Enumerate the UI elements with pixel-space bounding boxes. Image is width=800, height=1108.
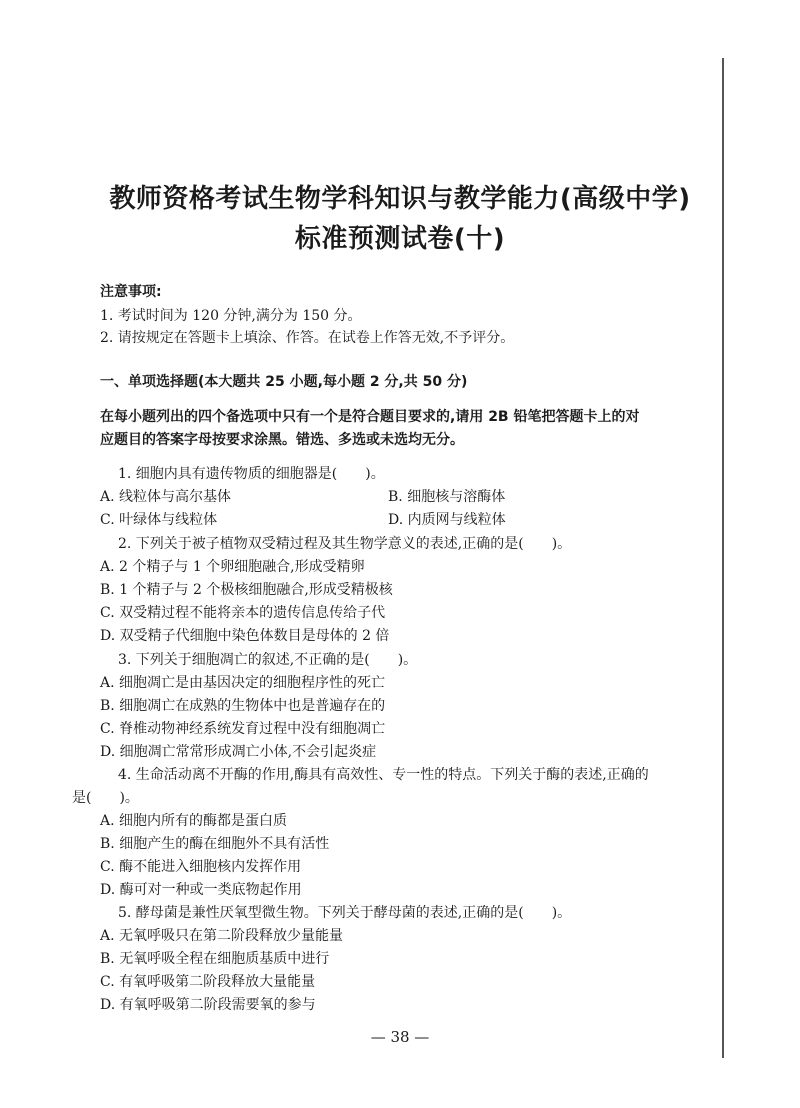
question-3-option-b: B. 细胞凋亡在成熟的生物体中也是普遍存在的: [100, 698, 386, 714]
exam-title-line-1: 教师资格考试生物学科知识与教学能力(高级中学): [109, 184, 691, 214]
question-4-option-d: D. 酶可对一种或一类底物起作用: [100, 882, 302, 898]
question-2-option-c: C. 双受精过程不能将亲本的遗传信息传给子代: [100, 605, 386, 621]
question-4-stem: 4. 生命活动离不开酶的作用,酶具有高效性、专一性的特点。下列关于酶的表述,正确的: [118, 767, 649, 783]
question-4-stem-continued: 是( )。: [72, 790, 139, 806]
question-2-option-b: B. 1 个精子与 2 个极核细胞融合,形成受精极核: [100, 582, 393, 598]
notice-item-2: 2. 请按规定在答题卡上填涂、作答。在试卷上作答无效,不予评分。: [100, 330, 515, 346]
page-number: — 38 —: [370, 1028, 430, 1046]
question-5-option-b: B. 无氧呼吸全程在细胞质基质中进行: [100, 951, 330, 967]
question-3-option-c: C. 脊椎动物神经系统发育过程中没有细胞凋亡: [100, 721, 386, 737]
question-5-stem: 5. 酵母菌是兼性厌氧型微生物。下列关于酵母菌的表述,正确的是( )。: [118, 905, 572, 921]
question-4-option-c: C. 酶不能进入细胞核内发挥作用: [100, 859, 302, 875]
question-2-option-d: D. 双受精子代细胞中染色体数目是母体的 2 倍: [100, 628, 390, 644]
question-1-option-b: B. 细胞核与溶酶体: [388, 489, 506, 505]
question-3-option-a: A. 细胞凋亡是由基因决定的细胞程序性的死亡: [100, 675, 386, 691]
question-3-option-d: D. 细胞凋亡常常形成凋亡小体,不会引起炎症: [100, 744, 377, 760]
question-1-option-d: D. 内质网与线粒体: [388, 512, 506, 528]
question-5-option-c: C. 有氧呼吸第二阶段释放大量能量: [100, 974, 316, 990]
question-1-stem: 1. 细胞内具有遗传物质的细胞器是( )。: [118, 466, 385, 482]
question-2-stem: 2. 下列关于被子植物双受精过程及其生物学意义的表述,正确的是( )。: [118, 536, 572, 552]
question-4-option-a: A. 细胞内所有的酶都是蛋白质: [100, 813, 288, 829]
section-instruction-line-2: 应题目的答案字母按要求涂黑。错选、多选或未选均无分。: [100, 432, 464, 448]
section-heading: 一、单项选择题(本大题共 25 小题,每小题 2 分,共 50 分): [100, 374, 468, 390]
question-5-option-a: A. 无氧呼吸只在第二阶段释放少量能量: [100, 928, 344, 944]
question-3-stem: 3. 下列关于细胞凋亡的叙述,不正确的是( )。: [118, 652, 418, 668]
exam-title-line-2: 标准预测试卷(十): [294, 224, 506, 254]
question-2-option-a: A. 2 个精子与 1 个卵细胞融合,形成受精卵: [100, 559, 365, 575]
question-5-option-d: D. 有氧呼吸第二阶段需要氧的参与: [100, 997, 316, 1013]
question-1-option-a: A. 线粒体与高尔基体: [100, 489, 232, 505]
section-instruction-line-1: 在每小题列出的四个备选项中只有一个是符合题目要求的,请用 2B 铅笔把答题卡上的对: [100, 409, 640, 425]
question-4-option-b: B. 细胞产生的酶在细胞外不具有活性: [100, 836, 330, 852]
question-1-option-c: C. 叶绿体与线粒体: [100, 512, 218, 528]
notice-heading: 注意事项:: [100, 284, 162, 300]
notice-item-1: 1. 考试时间为 120 分钟,满分为 150 分。: [100, 308, 362, 324]
